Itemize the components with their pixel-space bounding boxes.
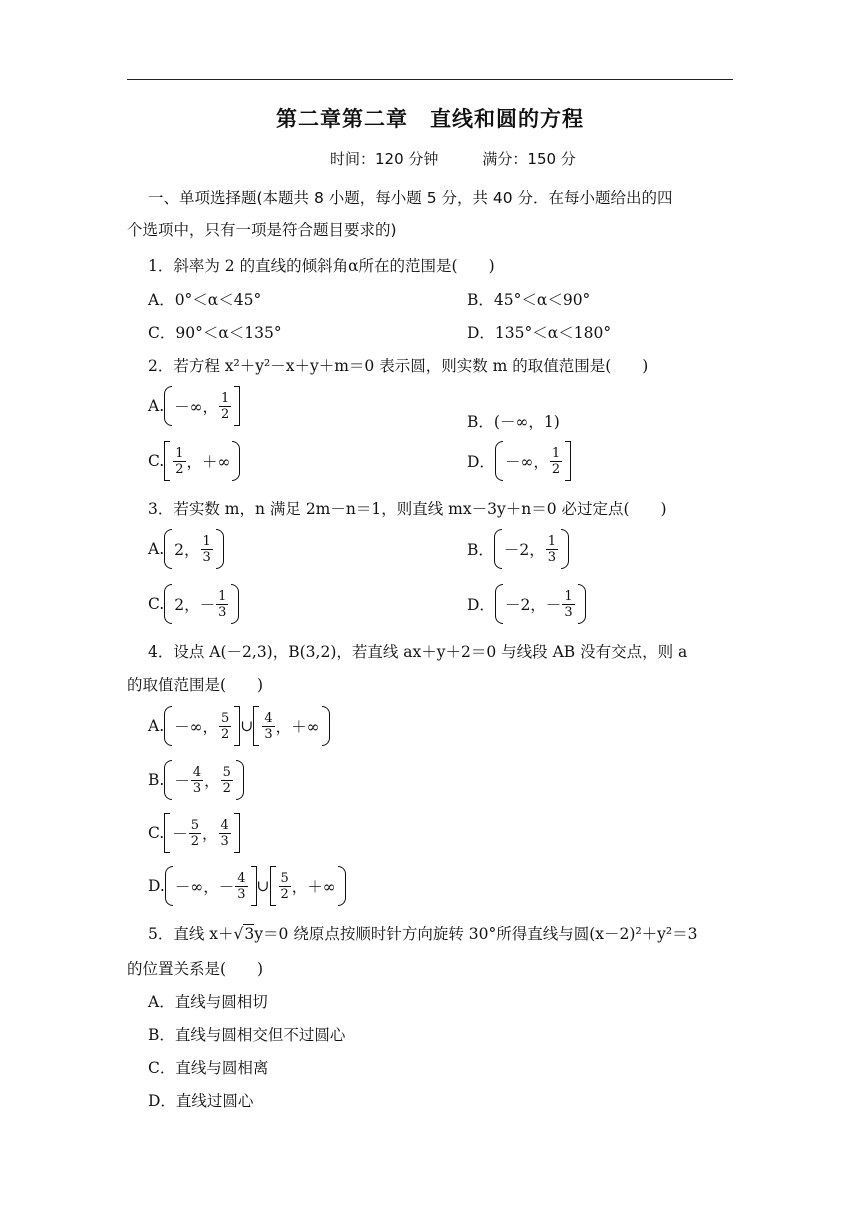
- option-label: A.: [148, 717, 165, 735]
- option-label: A.: [148, 397, 165, 415]
- full-score: 满分：150 分: [482, 150, 576, 168]
- q3-option-b: [467, 529, 569, 569]
- option-label: C.: [148, 824, 165, 842]
- q3-option-d: [467, 584, 586, 624]
- fraction: $\frac{1}{2}$: [221, 390, 230, 422]
- interval-left: －∞，－: [174, 878, 235, 896]
- fraction: $\frac{1}{3}$: [202, 533, 211, 565]
- fraction: $\frac{5}{2}$: [280, 870, 289, 902]
- fraction: $\frac{4}{3}$: [264, 710, 273, 742]
- q5-option-a: A．直线与圆相切: [148, 993, 268, 1011]
- q2-option-b: B．(－∞，1): [467, 413, 560, 431]
- point-x: 2，: [174, 541, 200, 559]
- section-heading-line2: 个选项中，只有一项是符合题目要求的): [127, 221, 397, 239]
- q1-stem: 1．斜率为 2 的直线的倾斜角α所在的范围是( ): [148, 257, 495, 275]
- fraction: $\frac{4}{3}$: [237, 870, 246, 902]
- q1-option-b: B．45°＜α＜90°: [467, 291, 591, 309]
- union-symbol: ∪: [240, 717, 254, 735]
- header-rule: [127, 79, 733, 80]
- fraction: $\frac{5}{2}$: [221, 710, 230, 742]
- q2-option-a: [148, 386, 240, 426]
- option-label: D.: [148, 877, 165, 895]
- q2-option-d: [467, 441, 571, 481]
- q5-option-b: B．直线与圆相交但不过圆心: [148, 1026, 346, 1044]
- fraction: $\frac{1}{3}$: [547, 533, 557, 565]
- fraction: $\frac{1}{2}$: [175, 445, 184, 477]
- stem-part: 5．直线 x＋: [148, 925, 234, 943]
- q4-option-c: [148, 813, 240, 853]
- fraction: $\frac{4}{3}$: [220, 817, 229, 849]
- interval-right: ，＋∞: [291, 878, 336, 896]
- fraction: $\frac{1}{3}$: [218, 588, 227, 620]
- point-x: －2，－: [504, 596, 562, 614]
- q3-option-c: [148, 584, 239, 624]
- q4-option-d: [148, 866, 346, 906]
- interval-left: －∞，: [174, 718, 219, 736]
- page-title: 第二章第二章 直线和圆的方程: [276, 107, 584, 131]
- sqrt-radicand: 3: [244, 925, 255, 943]
- exam-info: [330, 148, 576, 169]
- interval-right: ，＋∞: [275, 718, 320, 736]
- fraction: $\frac{1}{3}$: [564, 588, 573, 620]
- fraction: $\frac{4}{3}$: [192, 764, 202, 796]
- q4-option-a: [148, 706, 330, 746]
- q1-option-a: A．0°＜α＜45°: [148, 291, 262, 309]
- option-label: C.: [148, 595, 165, 613]
- point-x: －2，: [503, 541, 545, 559]
- q3-option-a: [148, 529, 224, 569]
- q5-stem-line1: [148, 922, 698, 944]
- q3-stem: 3．若实数 m，n 满足 2m－n＝1，则直线 mx－3y＋n＝0 必过定点( ): [148, 500, 667, 518]
- q1-option-d: D．135°＜α＜180°: [467, 324, 612, 342]
- comma: ，: [202, 825, 218, 843]
- option-label: D．: [467, 596, 495, 614]
- option-label: D．: [467, 453, 495, 471]
- union-symbol: ∪: [256, 877, 270, 895]
- option-label: B．: [467, 541, 494, 559]
- interval-left: －∞，: [504, 453, 549, 471]
- q5-option-d: D．直线过圆心: [148, 1092, 254, 1110]
- fraction: $\frac{5}{2}$: [222, 764, 231, 796]
- section-heading-line1: 一、单项选择题(本题共 8 小题，每小题 5 分，共 40 分．在每小题给出的四: [148, 189, 673, 207]
- stem-part: y＝0 绕原点按顺时针方向旋转 30°所得直线与圆(x－2)²＋y²＝3: [254, 925, 698, 943]
- minus-sign: －: [174, 772, 190, 790]
- point-x: 2，－: [174, 596, 216, 614]
- q5-option-c: C．直线与圆相离: [148, 1059, 269, 1077]
- fraction: $\frac{1}{2}$: [551, 445, 561, 477]
- minus-sign: －: [172, 825, 188, 843]
- q2-stem: 2．若方程 x²＋y²－x＋y＋m＝0 表示圆，则实数 m 的取值范围是( ): [148, 357, 649, 375]
- time-limit: 时间：120 分钟: [330, 150, 439, 168]
- option-label: A.: [148, 540, 165, 558]
- q5-stem-line2: 的位置关系是( ): [127, 960, 264, 978]
- q1-option-c: C．90°＜α＜135°: [148, 324, 282, 342]
- fraction: $\frac{5}{2}$: [190, 817, 200, 849]
- interval-right: ，＋∞: [186, 453, 231, 471]
- sqrt-symbol: √: [233, 925, 244, 943]
- comma: ，: [204, 772, 220, 790]
- interval-left: －∞，: [174, 398, 219, 416]
- option-label: B.: [148, 771, 165, 789]
- q4-stem-line1: 4．设点 A(－2,3)，B(3,2)，若直线 ax＋y＋2＝0 与线段 AB 没有交点，则 a: [148, 643, 688, 661]
- option-label: C.: [148, 452, 165, 470]
- q4-stem-line2: 的取值范围是( ): [127, 676, 264, 694]
- q4-option-b: [148, 760, 244, 800]
- q2-option-c: [148, 441, 240, 481]
